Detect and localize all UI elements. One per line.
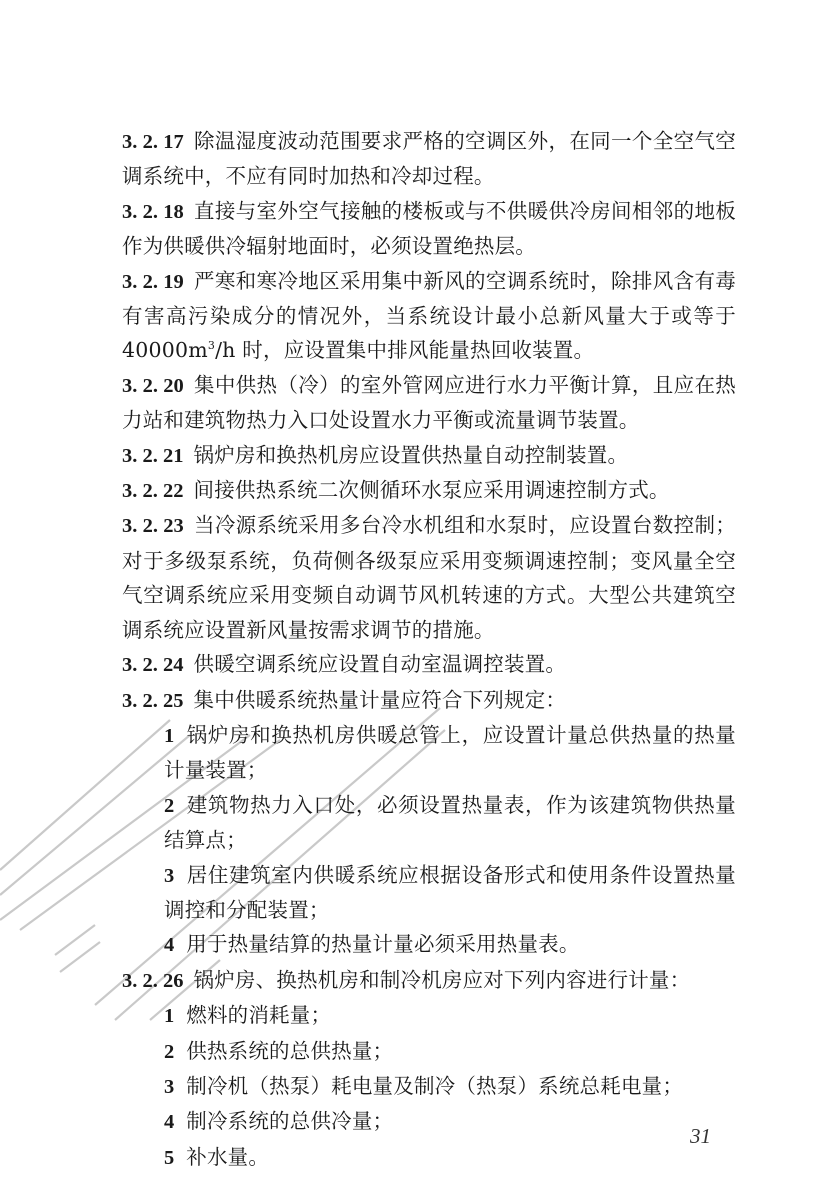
clause-number: 3. 2. 22: [122, 480, 184, 503]
clause-text: 当冷源系统采用多台冷水机组和水泵时，应设置台数控制；对于多级泵系统，负荷侧各级泵应采用变频调速控制；变风量全空气空调系统应采用变频自动调节风机转速的方式。大型公共建筑空调系统应设置新风量按需求调节的措施。: [122, 513, 737, 642]
list-item: [122, 1034, 736, 1069]
list-item: [122, 927, 736, 962]
clause-3-2-20: [122, 368, 736, 438]
document-body: [122, 124, 736, 1175]
item-text: 居住建筑室内供暖系统应根据设备形式和使用条件设置热量调控和分配装置；: [164, 862, 736, 922]
item-number: 5: [164, 1146, 175, 1169]
clause-3-2-18: [122, 194, 736, 264]
item-text: 补水量。: [186, 1144, 270, 1169]
item-text: 制冷系统的总供冷量；: [186, 1109, 394, 1134]
item-text: 建筑物热力入口处，必须设置热量表，作为该建筑物供热量结算点；: [164, 792, 736, 853]
clause-text: 间接供热系统二次侧循环水泵应采用调速控制方式。: [193, 478, 670, 503]
clause-number: 3. 2. 19: [122, 270, 184, 293]
clause-3-2-24: [122, 647, 736, 682]
clause-text: 严寒和寒冷地区采用集中新风的空调系统时，除排风含有毒有害高污染成分的情况外，当系统设计最小总新风量大于或等于 40000m: [122, 268, 737, 363]
clause-3-2-22: [122, 473, 736, 508]
item-number: 1: [164, 724, 175, 747]
clause-text: 除温湿度波动范围要求严格的空调区外，在同一个全空气空调系统中，不应有同时加热和冷却过程。: [122, 129, 737, 189]
list-item: [122, 718, 736, 788]
clause-3-2-26: [122, 963, 736, 998]
clause-number: 3. 2. 24: [122, 654, 184, 677]
clause-number: 3. 2. 20: [122, 374, 184, 397]
list-item: [122, 998, 736, 1033]
clause-3-2-17: [122, 124, 736, 194]
item-number: 4: [164, 934, 175, 957]
clause-text-continued: /h 时，应设置集中排风能量热回收装置。: [215, 338, 595, 363]
clause-text: 集中供暖系统热量计量应符合下列规定：: [193, 687, 567, 712]
clause-number: 3. 2. 21: [122, 444, 184, 467]
item-number: 1: [164, 1005, 175, 1028]
watermark-line: [60, 942, 100, 972]
item-text: 供热系统的总供热量；: [186, 1038, 394, 1063]
list-item: [122, 1140, 736, 1175]
list-item: [122, 858, 736, 928]
item-text: 用于热量结算的热量计量必须采用热量表。: [186, 932, 580, 957]
clause-text: 供暖空调系统应设置自动室温调控装置。: [193, 652, 567, 677]
clause-3-2-25: [122, 683, 736, 718]
clause-3-2-23: [122, 508, 736, 647]
clause-text: 锅炉房、换热机房和制冷机房应对下列内容进行计量：: [193, 967, 691, 992]
item-text: 锅炉房和换热机房供暖总管上，应设置计量总供热量的热量计量装置；: [164, 722, 736, 783]
item-text: 制冷机（热泵）耗电量及制冷（热泵）系统总耗电量；: [186, 1073, 684, 1098]
clause-number: 3. 2. 18: [122, 200, 184, 223]
clause-3-2-21: [122, 438, 736, 473]
list-item: [122, 1104, 736, 1139]
clause-text: 集中供热（冷）的室外管网应进行水力平衡计算，且应在热力站和建筑物热力入口处设置水力平衡或流量调节装置。: [122, 372, 737, 433]
watermark-line: [55, 925, 95, 955]
clause-3-2-19: [122, 264, 736, 368]
item-number: 3: [164, 864, 175, 887]
item-number: 2: [164, 794, 175, 817]
item-number: 2: [164, 1040, 175, 1063]
clause-text: 锅炉房和换热机房应设置供热量自动控制装置。: [193, 442, 629, 467]
clause-number: 3. 2. 23: [122, 515, 184, 538]
clause-text: 直接与室外空气接触的楼板或与不供暖供冷房间相邻的地板作为供暖供冷辐射地面时，必须设置绝热层。: [122, 198, 737, 259]
clause-number: 3. 2. 26: [122, 969, 184, 992]
item-text: 燃料的消耗量；: [186, 1003, 332, 1028]
list-item: [122, 788, 736, 858]
item-number: 3: [164, 1075, 175, 1098]
item-number: 4: [164, 1111, 175, 1134]
page-number: 31: [690, 1124, 711, 1148]
clause-number: 3. 2. 17: [122, 131, 184, 153]
list-item: [122, 1069, 736, 1104]
clause-number: 3. 2. 25: [122, 689, 184, 712]
superscript-3: 3: [207, 339, 216, 353]
